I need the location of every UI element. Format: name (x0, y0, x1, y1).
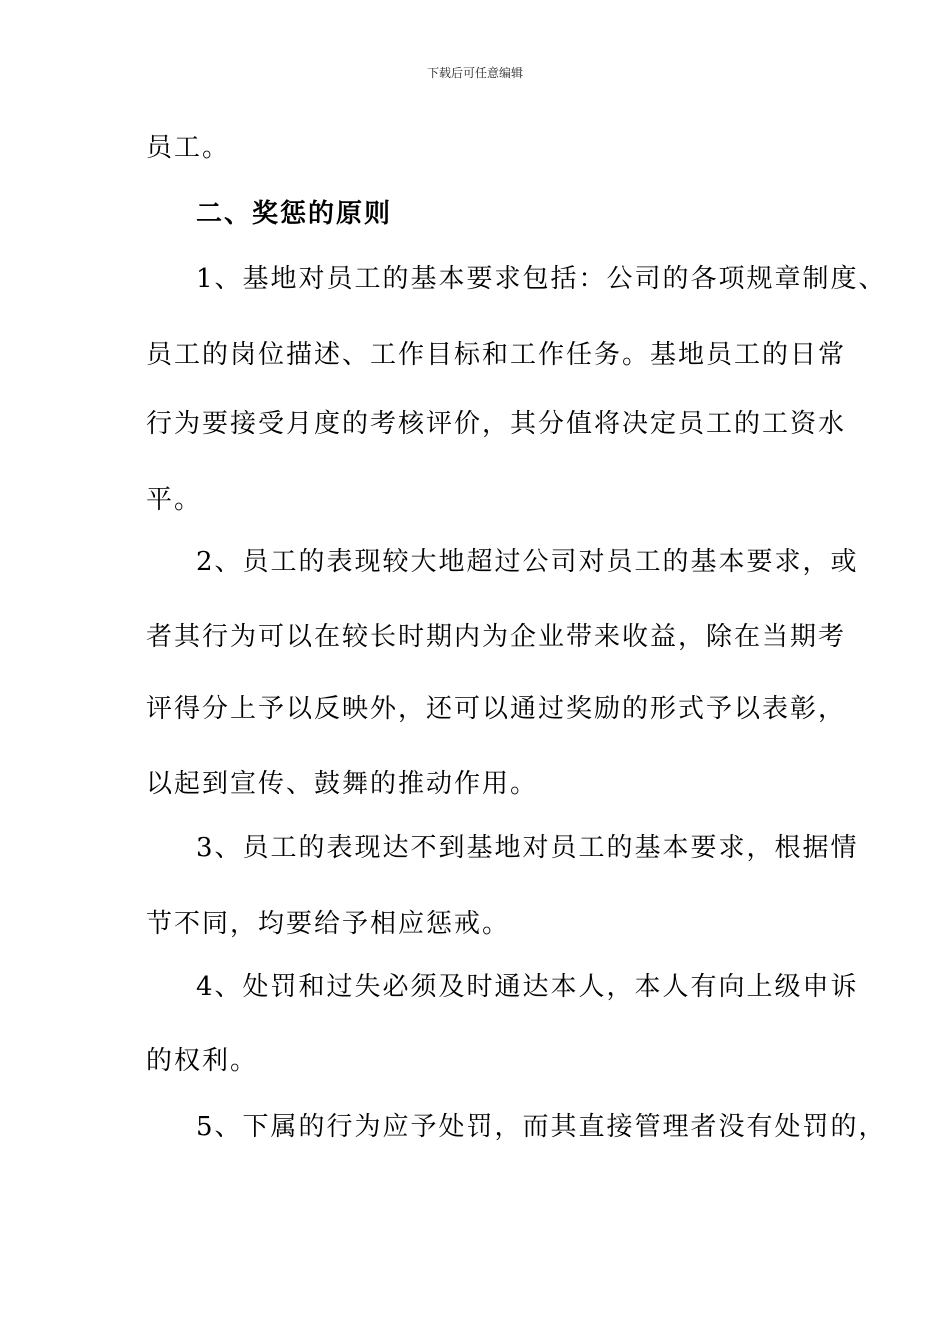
paragraph-3-line-1: 3、员工的表现达不到基地对员工的基本要求，根据情 (196, 833, 859, 863)
paragraph-5-line-1: 5、下属的行为应予处罚，而其直接管理者没有处罚的， (196, 1112, 887, 1142)
paragraph-2-line-3: 评得分上予以反映外，还可以通过奖励的形式予以表彰， (146, 694, 847, 724)
paragraph-1-line-3: 行为要接受月度的考核评价，其分值将决定员工的工资水 (146, 409, 847, 439)
paragraph-3-line-2: 节不同，均要给予相应惩戒。 (146, 909, 511, 939)
paragraph-2-line-4: 以起到宣传、鼓舞的推动作用。 (146, 769, 539, 799)
paragraph-1-line-2: 员工的岗位描述、工作目标和工作任务。基地员工的日常 (146, 340, 847, 370)
paragraph-4-line-1: 4、处罚和过失必须及时通达本人，本人有向上级申诉 (196, 972, 859, 1002)
paragraph-2-line-2: 者其行为可以在较长时期内为企业带来收益，除在当期考 (146, 622, 847, 652)
paragraph-1-line-1: 1、基地对员工的基本要求包括：公司的各项规章制度、 (196, 264, 887, 294)
page-header: 下载后可任意编辑 (426, 66, 523, 80)
paragraph-4-line-2: 的权利。 (146, 1046, 259, 1076)
paragraph-1-line-4: 平。 (146, 485, 203, 515)
section-heading: 二、奖惩的原则 (196, 199, 393, 229)
paragraph-2-line-1: 2、员工的表现较大地超过公司对员工的基本要求，或 (196, 547, 859, 577)
body-line-continuation: 员工。 (146, 133, 231, 163)
